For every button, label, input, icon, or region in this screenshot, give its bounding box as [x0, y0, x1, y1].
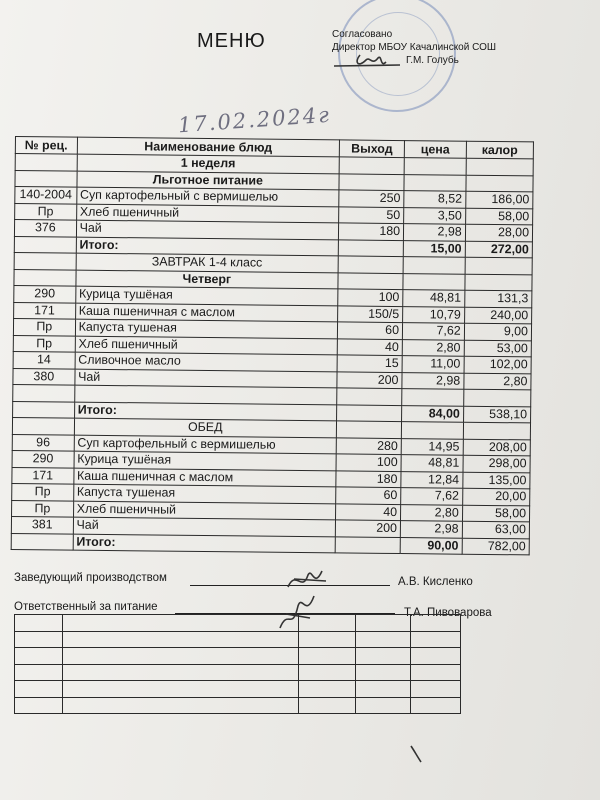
col-header-calories: калор	[466, 141, 533, 159]
recipe-code-cell: Пр	[13, 335, 75, 352]
price-cell: 3,50	[404, 207, 466, 224]
blank-cell	[299, 681, 356, 698]
recipe-code-cell: Пр	[13, 318, 75, 335]
blank-cell	[63, 697, 299, 714]
empty-cell	[401, 422, 463, 439]
empty-cell	[403, 273, 465, 290]
empty-cell	[336, 421, 401, 438]
dish-name-cell: Чай	[75, 369, 338, 388]
empty-cell	[337, 404, 402, 421]
section-label: Четверг	[76, 270, 339, 289]
price-cell: 11,00	[402, 356, 464, 373]
price-cell: 2,98	[403, 224, 465, 241]
price-cell: 10,79	[403, 306, 465, 323]
output-cell: 15	[337, 355, 402, 372]
recipe-code-cell: 171	[14, 302, 76, 319]
total-calories-cell: 272,00	[465, 241, 532, 258]
calories-cell: 208,00	[463, 439, 530, 456]
calories-cell: 131,3	[464, 290, 531, 307]
calories-cell: 186,00	[465, 191, 532, 208]
recipe-code-cell: Пр	[12, 500, 74, 517]
total-price-cell: 15,00	[403, 240, 465, 257]
section-label: ЗАВТРАК 1-4 класс	[76, 253, 339, 272]
calories-cell: 58,00	[462, 505, 529, 522]
output-cell: 200	[335, 520, 400, 537]
dish-name-cell: Курица тушёная	[75, 286, 338, 305]
approval-position: Директор МБОУ Качалинской СОШ	[332, 42, 497, 53]
section-label: Льготное питание	[77, 171, 340, 190]
calories-cell: 28,00	[465, 224, 532, 241]
empty-cell	[13, 384, 75, 401]
col-header-price: цена	[404, 141, 466, 159]
dish-name-cell: Чай	[73, 517, 336, 536]
blank-cell	[15, 697, 63, 714]
calories-cell: 2,80	[464, 373, 531, 390]
blank-cell	[15, 615, 63, 632]
output-cell: 280	[336, 437, 401, 454]
col-header-code: № рец.	[15, 137, 77, 155]
blank-cell	[15, 631, 63, 648]
empty-cell	[14, 269, 76, 286]
recipe-code-cell: 376	[14, 220, 76, 237]
recipe-code-cell: 171	[12, 467, 74, 484]
empty-cell	[339, 173, 404, 190]
blank-cell	[356, 664, 411, 681]
output-cell: 100	[336, 454, 401, 471]
calories-cell: 63,00	[462, 521, 529, 538]
empty-cell	[403, 257, 465, 274]
recipe-code-cell: 14	[13, 351, 75, 368]
recipe-code-cell: 290	[14, 285, 76, 302]
director-signature	[330, 50, 410, 72]
output-cell: 60	[337, 322, 402, 339]
empty-cell	[338, 239, 403, 256]
empty-cell	[465, 257, 532, 274]
dish-name-cell: Хлеб пшеничный	[76, 204, 339, 223]
output-cell: 250	[339, 190, 404, 207]
dish-name-cell: Хлеб пшеничный	[75, 336, 338, 355]
empty-cell	[465, 274, 532, 291]
approval-director-name: Г.М. Голубь	[406, 55, 459, 66]
total-label: Итого:	[76, 237, 339, 256]
total-price-cell: 90,00	[400, 537, 462, 554]
section-label: ОБЕД	[74, 418, 337, 437]
total-calories-cell: 538,10	[463, 406, 530, 423]
price-cell: 2,80	[401, 504, 463, 521]
price-cell: 48,81	[403, 290, 465, 307]
output-cell: 200	[337, 371, 402, 388]
price-cell: 2,80	[402, 339, 464, 356]
blank-cell	[411, 697, 461, 714]
calories-cell: 58,00	[465, 208, 532, 225]
empty-cell	[463, 389, 530, 406]
output-cell: 60	[336, 487, 401, 504]
empty-cell	[338, 272, 403, 289]
col-header-dish: Наименование блюд	[77, 137, 340, 157]
dish-name-cell: Курица тушёная	[74, 451, 337, 470]
calories-cell: 102,00	[464, 356, 531, 373]
recipe-code-cell: Пр	[15, 203, 77, 220]
total-label: Итого:	[74, 402, 337, 421]
price-cell: 48,81	[401, 455, 463, 472]
total-label: Итого:	[73, 534, 336, 553]
empty-cell	[15, 170, 77, 187]
dish-name-cell: Каша пшеничная с маслом	[74, 468, 337, 487]
col-header-output: Выход	[339, 140, 404, 158]
recipe-code-cell: Пр	[12, 483, 74, 500]
calories-cell: 9,00	[464, 323, 531, 340]
recipe-code-cell: 96	[12, 434, 74, 451]
blank-cell	[15, 664, 63, 681]
empty-cell	[335, 536, 400, 553]
recipe-code-cell: 380	[13, 368, 75, 385]
dish-name-cell: Суп картофельный с вермишелью	[76, 187, 339, 206]
blank-cell	[411, 681, 461, 698]
dish-name-cell: Чай	[76, 220, 339, 239]
blank-signature-table	[14, 614, 461, 714]
manager-label: Заведующий производством	[14, 572, 167, 584]
empty-cell	[11, 533, 73, 550]
week-label: 1 неделя	[77, 154, 340, 173]
price-cell: 7,62	[402, 323, 464, 340]
empty-cell	[337, 388, 402, 405]
output-cell: 180	[336, 470, 401, 487]
pen-mark	[405, 738, 435, 768]
calories-cell: 298,00	[463, 455, 530, 472]
price-cell: 14,95	[401, 438, 463, 455]
blank-cell	[299, 615, 356, 632]
recipe-code-cell: 140-2004	[15, 187, 77, 204]
empty-cell	[13, 401, 75, 418]
blank-cell	[299, 631, 356, 648]
blank-cell	[15, 681, 63, 698]
price-cell: 2,98	[402, 372, 464, 389]
page-title: МЕНЮ	[197, 30, 266, 52]
output-cell: 40	[337, 338, 402, 355]
dish-name-cell: Суп картофельный с вермишелью	[74, 435, 337, 454]
output-cell: 150/5	[338, 305, 403, 322]
blank-row	[15, 697, 461, 714]
blank-row	[15, 664, 461, 681]
blank-row	[15, 631, 461, 648]
blank-cell	[356, 697, 411, 714]
blank-cell	[299, 648, 356, 665]
total-calories-cell: 782,00	[462, 538, 529, 555]
menu-table	[11, 136, 534, 555]
empty-cell	[12, 417, 74, 434]
blank-cell	[299, 697, 356, 714]
output-cell: 100	[338, 289, 403, 306]
blank-cell	[63, 631, 299, 648]
dish-name-cell: Капуста тушеная	[75, 319, 338, 338]
dish-name-cell: Сливочное масло	[75, 352, 338, 371]
total-price-cell: 84,00	[402, 405, 464, 422]
blank-cell	[411, 648, 461, 665]
recipe-code-cell: 381	[11, 516, 73, 533]
price-cell: 7,62	[401, 488, 463, 505]
price-cell: 12,84	[401, 471, 463, 488]
approval-label: Согласовано	[332, 29, 393, 40]
blank-cell	[299, 664, 356, 681]
calories-cell: 240,00	[464, 307, 531, 324]
blank-cell	[63, 664, 299, 681]
recipe-code-cell: 290	[12, 450, 74, 467]
output-cell: 40	[336, 503, 401, 520]
empty-cell	[466, 175, 533, 192]
calories-cell: 20,00	[462, 488, 529, 505]
blank-row	[15, 681, 461, 698]
price-cell: 2,98	[400, 521, 462, 538]
empty-cell	[402, 389, 464, 406]
blank-cell	[63, 615, 299, 632]
blank-cell	[411, 615, 461, 632]
empty-cell	[463, 422, 530, 439]
menu-date: 17.02.2024г	[177, 102, 332, 138]
blank-cell	[411, 631, 461, 648]
blank-cell	[356, 648, 411, 665]
responsible-name: Т.А. Пивоварова	[404, 607, 492, 619]
blank-cell	[63, 681, 299, 698]
blank-row	[15, 615, 461, 632]
empty-cell	[14, 236, 76, 253]
manager-name: А.В. Кисленко	[398, 576, 473, 588]
empty-cell	[338, 256, 403, 273]
calories-cell: 135,00	[463, 472, 530, 489]
empty-cell	[404, 174, 466, 191]
blank-cell	[15, 648, 63, 665]
blank-cell	[356, 631, 411, 648]
price-cell: 8,52	[404, 191, 466, 208]
output-cell: 50	[339, 206, 404, 223]
responsible-label: Ответственный за питание	[14, 601, 158, 613]
calories-cell: 53,00	[464, 340, 531, 357]
dish-name-cell: Каша пшеничная с маслом	[75, 303, 338, 322]
blank-cell	[411, 664, 461, 681]
output-cell: 180	[338, 223, 403, 240]
blank-cell	[356, 681, 411, 698]
blank-cell	[63, 648, 299, 665]
empty-cell	[14, 252, 76, 269]
dish-name-cell: Капуста тушеная	[73, 484, 336, 503]
blank-row	[15, 648, 461, 665]
dish-name-cell: Хлеб пшеничный	[73, 501, 336, 520]
blank-cell	[356, 615, 411, 632]
